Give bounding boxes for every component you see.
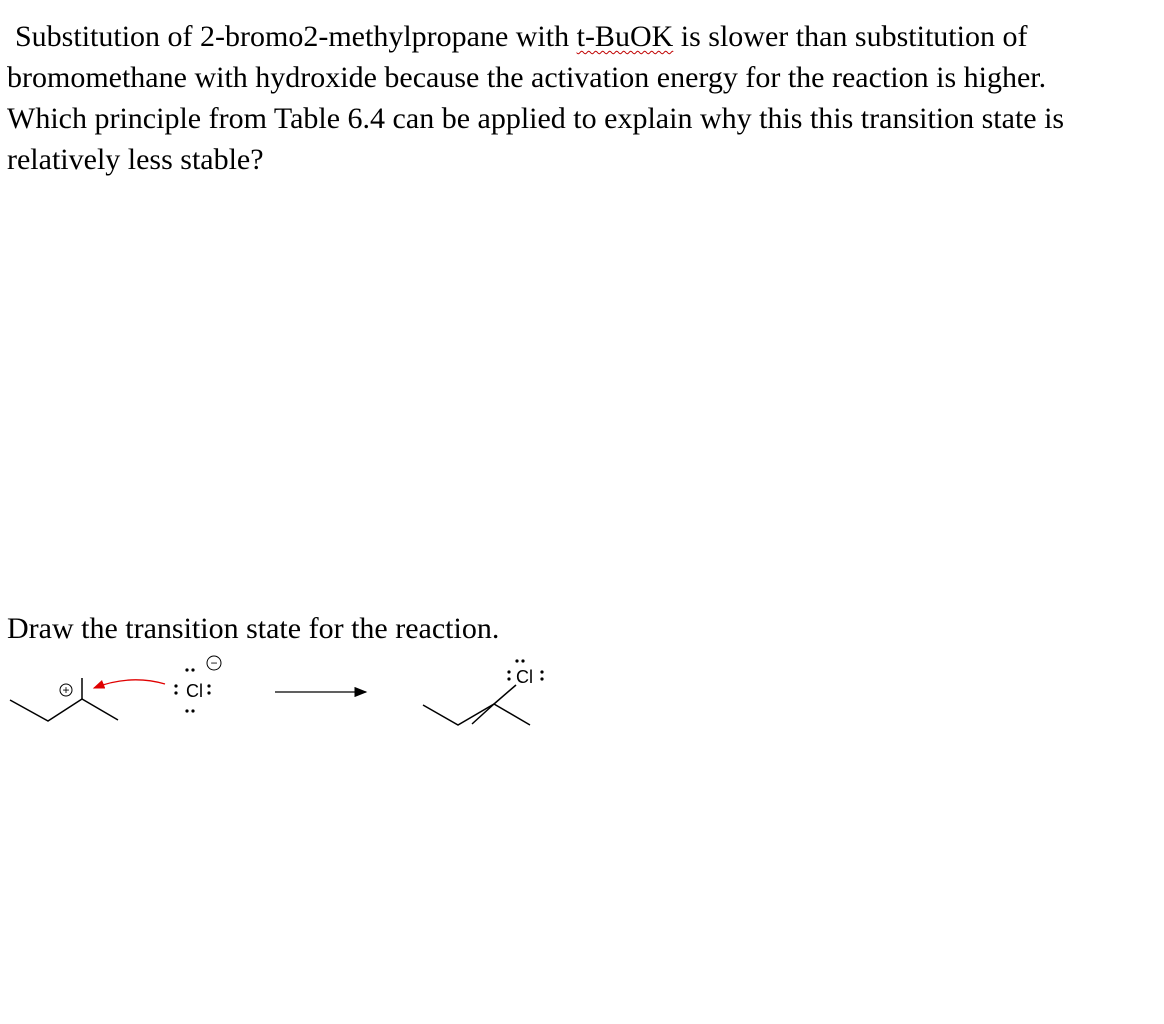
question-line-4: relatively less stable? xyxy=(7,143,264,176)
mechanism-curved-arrow xyxy=(94,680,165,688)
svg-text:+: + xyxy=(62,683,70,697)
chloride-symbol: Cl xyxy=(186,681,203,701)
negative-charge-symbol xyxy=(207,656,221,670)
product-alkyl-chloride xyxy=(423,659,544,725)
product-methyl-bond xyxy=(472,704,494,724)
question-line-2: bromomethane with hydroxide because the activation energy for the reaction is higher. xyxy=(7,61,1047,94)
spellcheck-flagged-word: t-BuOK xyxy=(576,20,674,53)
product-skeleton xyxy=(423,704,530,725)
chloride-nucleophile xyxy=(174,656,221,713)
product-chlorine-symbol: Cl xyxy=(516,667,533,687)
svg-text:−: − xyxy=(210,656,218,670)
product-c-cl-bond xyxy=(494,685,516,704)
question-line-3: Which principle from Table 6.4 can be applied to explain why this this transition state is xyxy=(7,102,1065,135)
reactant-skeleton xyxy=(10,699,118,721)
positive-charge-symbol xyxy=(60,683,72,697)
reactant-carbocation xyxy=(10,678,118,721)
question-line-1: Substitution of 2-bromo2-methylpropane with t-BuOK is slower than substitution of xyxy=(15,20,1028,53)
question-text xyxy=(7,16,1147,180)
reaction-scheme xyxy=(0,645,600,745)
draw-prompt: Draw the transition state for the reaction. xyxy=(7,612,500,645)
